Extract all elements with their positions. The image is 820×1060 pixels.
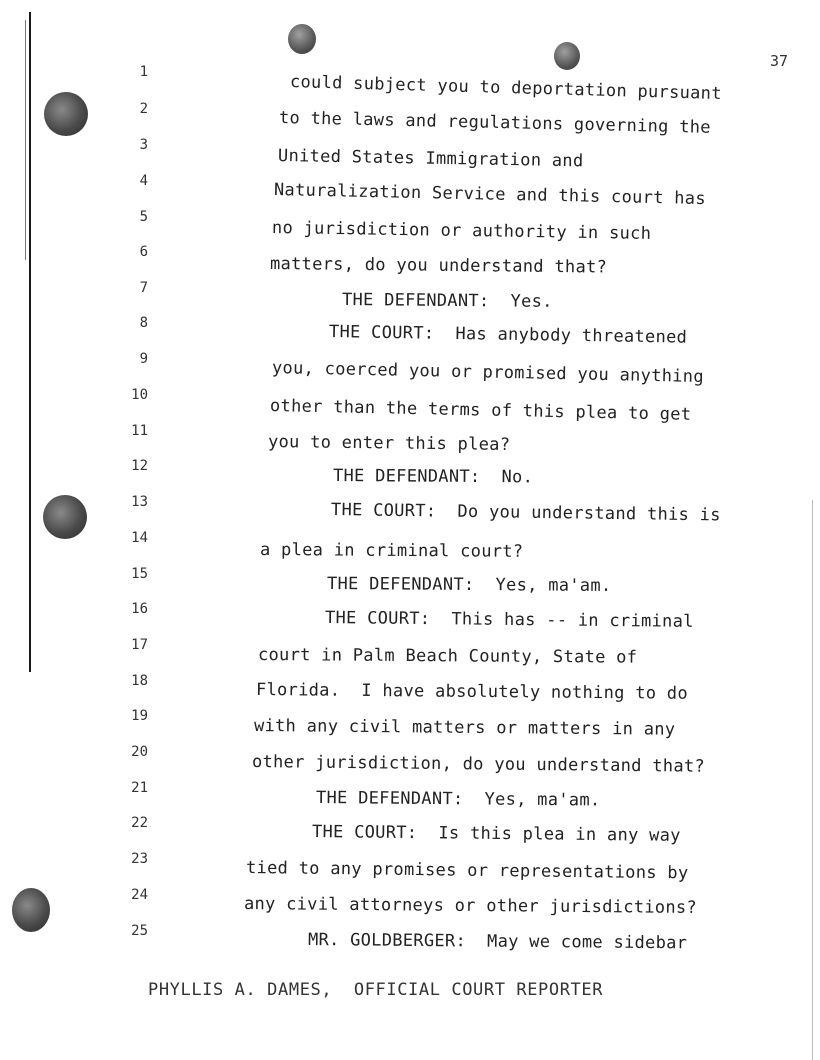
line-number: 19 [131, 708, 148, 724]
transcript-line: United States Immigration and [277, 146, 584, 172]
line-number: 3 [139, 137, 148, 153]
punch-hole-bottom [12, 888, 50, 932]
line-number: 23 [131, 851, 148, 867]
transcript-line: you, coerced you or promised you anything [271, 358, 705, 388]
scan-mark [288, 24, 316, 54]
line-number: 25 [131, 923, 148, 939]
transcript-line: no jurisdiction or authority in such [271, 218, 652, 244]
line-number: 4 [139, 173, 148, 189]
transcript-line: THE COURT: Is this plea in any way [311, 822, 681, 846]
line-number: 21 [131, 780, 148, 796]
transcript-line: court in Palm Beach County, State of [257, 645, 638, 668]
line-number: 24 [131, 887, 148, 903]
line-number: 12 [131, 458, 148, 474]
page-number: 37 [770, 52, 789, 70]
transcript-line: could subject you to deportation pursuant [289, 72, 723, 105]
line-number: 9 [139, 351, 148, 367]
transcript-line: you to enter this plea? [267, 432, 511, 455]
line-number: 17 [131, 637, 148, 653]
line-number: 13 [131, 494, 148, 510]
transcript-line: other jurisdiction, do you understand that? [251, 752, 706, 777]
transcript-line: a plea in criminal court? [259, 540, 524, 562]
transcript-line: THE COURT: Do you understand this is [330, 500, 721, 526]
punch-hole-top [44, 92, 88, 136]
transcript-line: THE DEFENDANT: No. [332, 466, 534, 488]
scan-mark [554, 42, 580, 70]
transcript-line: THE DEFENDANT: Yes, ma'am. [315, 788, 601, 811]
transcript-line: with any civil matters or matters in any [253, 716, 676, 740]
transcript-line: THE COURT: This has -- in criminal [324, 608, 694, 632]
transcript-line: Naturalization Service and this court has [273, 180, 707, 210]
line-number: 16 [131, 601, 148, 617]
transcript-line: to the laws and regulations governing the [278, 108, 712, 138]
line-number: 18 [131, 673, 148, 689]
line-number: 2 [139, 101, 148, 117]
page-edge-line [812, 500, 813, 1060]
margin-line [29, 12, 31, 672]
line-number: 1 [139, 64, 148, 80]
line-number: 8 [139, 315, 148, 331]
transcript-line: THE DEFENDANT: Yes. [341, 290, 553, 312]
line-number: 14 [131, 530, 148, 546]
transcript-line: other than the terms of this plea to get [269, 396, 692, 425]
line-number: 22 [131, 815, 148, 831]
punch-hole-middle [43, 495, 87, 539]
footer-reporter: PHYLLIS A. DAMES, OFFICIAL COURT REPORTER [148, 980, 604, 1000]
line-number: 7 [139, 280, 148, 296]
line-number: 15 [131, 566, 148, 582]
line-number: 10 [131, 387, 148, 403]
margin-line-thin [25, 20, 26, 260]
transcript-line: THE DEFENDANT: Yes, ma'am. [326, 574, 612, 596]
transcript-line: THE COURT: Has anybody threatened [328, 322, 688, 348]
transcript-line: Florida. I have absolutely nothing to do [255, 680, 689, 704]
line-number: 20 [131, 744, 148, 760]
line-number: 6 [139, 244, 148, 260]
line-number: 5 [139, 209, 148, 225]
transcript-line: matters, do you understand that? [269, 254, 608, 278]
transcript-line: any civil attorneys or other jurisdictions? [243, 894, 698, 918]
line-number: 11 [131, 423, 148, 439]
transcript-line: tied to any promises or representations by [245, 858, 689, 884]
transcript-line: MR. GOLDBERGER: May we come sidebar [307, 930, 688, 954]
